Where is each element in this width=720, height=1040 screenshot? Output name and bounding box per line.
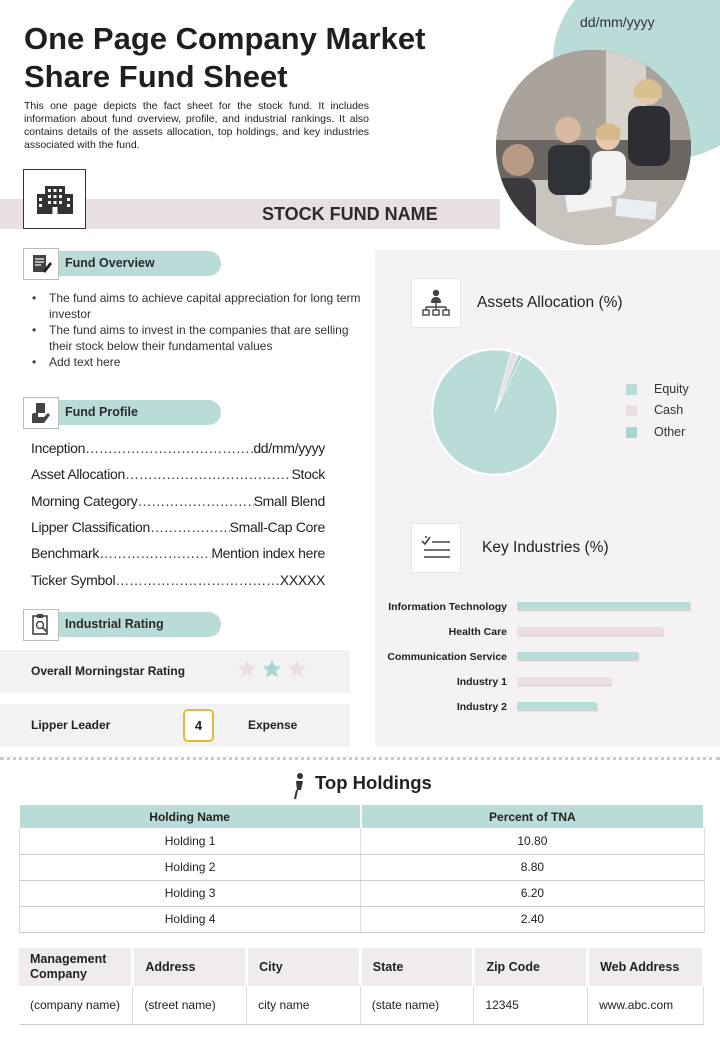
holding-name-cell: Holding 1: [20, 828, 361, 854]
holding-name-cell: Holding 4: [20, 906, 361, 932]
bar: [517, 602, 690, 610]
profile-row-benchmark: [31, 545, 325, 565]
column-header: Management Company: [19, 948, 133, 986]
profile-label: Asset Allocation: [31, 466, 126, 482]
profile-row-morning-category: [31, 493, 325, 513]
table-header-row: [19, 948, 704, 986]
building-icon: [36, 184, 74, 214]
holding-percent-cell: 2.40: [361, 906, 704, 932]
fund-overview-icon-box: [23, 248, 59, 280]
bar: [517, 652, 638, 660]
page-title-line-2: Share Fund Sheet: [24, 59, 288, 94]
holding-percent-cell: 8.80: [361, 854, 704, 880]
star-rating: [236, 658, 308, 686]
table-header-row: [20, 805, 705, 828]
legend-item-equity: [626, 381, 689, 397]
table-row: [20, 854, 705, 880]
fund-profile-header: Fund Profile: [59, 400, 221, 425]
column-header: State: [360, 948, 474, 986]
legend-swatch: [626, 384, 637, 395]
legend-label: Cash: [654, 403, 684, 417]
holding-name-cell: Holding 3: [20, 880, 361, 906]
column-header: Holding Name: [20, 805, 361, 828]
column-header: Address: [133, 948, 247, 986]
profile-label: Morning Category: [31, 493, 138, 509]
table-row: [20, 880, 705, 906]
web-address-cell: www.abc.com: [588, 986, 704, 1024]
profile-label: Lipper Classification: [31, 519, 150, 535]
bar-label: Health Care: [448, 626, 507, 638]
fund-profile-icon-box: [23, 397, 59, 429]
assets-icon-box: [411, 278, 461, 328]
page-title: [24, 20, 494, 96]
address-cell: (street name): [133, 986, 247, 1024]
column-header: Percent of TNA: [361, 805, 704, 828]
key-industries-title: Key Industries (%): [482, 539, 609, 556]
assets-pie-chart: [430, 347, 560, 477]
person-pin-icon: [290, 772, 306, 800]
bar: [517, 627, 662, 635]
industrial-rating-icon-box: [23, 609, 59, 641]
intro-text: This one page depicts the fact sheet for the stock fund. It includes information about fund overview, profile, and industrial rankings. It also contains details of the assets allocation, top holdings, and key industries associated with the fund.: [24, 100, 369, 151]
profile-value: Small-Cap Core: [229, 519, 325, 535]
morningstar-rating-label: Overall Morningstar Rating: [31, 664, 186, 678]
profile-row-lipper-classification: [31, 519, 325, 539]
expense-label: Expense: [248, 718, 298, 732]
profile-value: Stock: [291, 466, 325, 482]
table-row: [19, 986, 704, 1024]
column-header: Web Address: [588, 948, 704, 986]
holding-percent-cell: 6.20: [361, 880, 704, 906]
legend-item-other: [626, 424, 685, 440]
star-icon: [261, 658, 283, 680]
org-chart-icon: [421, 288, 451, 318]
profile-label: Benchmark: [31, 545, 100, 561]
industries-icon-box: [411, 523, 461, 573]
lipper-leader-label: Lipper Leader: [31, 718, 111, 732]
bar-label: Industry 2: [456, 701, 507, 713]
section-divider: [0, 757, 720, 760]
profile-value: Small Blend: [253, 493, 325, 509]
list-item: • Add text here: [32, 354, 367, 370]
hand-card-icon: [30, 401, 52, 425]
legend-swatch: [626, 427, 637, 438]
profile-label: Ticker Symbol: [31, 572, 116, 588]
checklist-icon: [420, 533, 452, 563]
city-cell: city name: [247, 986, 361, 1024]
lipper-leader-value: 4: [183, 709, 214, 742]
document-pen-icon: [30, 253, 52, 275]
state-cell: (state name): [360, 986, 474, 1024]
bar: [517, 702, 597, 710]
legend-swatch: [626, 405, 637, 416]
list-item: • The fund aims to invest in the companies that are selling their stock below their fundamental values: [32, 322, 367, 354]
company-info-table: [19, 948, 705, 1025]
bar-label: Industry 1: [456, 676, 507, 688]
zip-cell: 12345: [474, 986, 588, 1024]
fund-overview-list: [32, 290, 367, 370]
clipboard-check-icon: [30, 613, 52, 637]
star-icon: [286, 658, 308, 680]
legend-label: Other: [654, 425, 686, 439]
profile-row-ticker-symbol: [31, 572, 325, 592]
bar: [517, 677, 610, 685]
top-holdings-title: Top Holdings: [315, 772, 432, 793]
page-title-line-1: One Page Company Market: [24, 21, 426, 56]
building-icon-box: [23, 169, 86, 229]
profile-value: dd/mm/yyyy: [253, 440, 325, 456]
table-row: [20, 906, 705, 932]
list-item: • The fund aims to achieve capital appreciation for long term investor: [32, 290, 367, 322]
company-name-cell: (company name): [19, 986, 133, 1024]
holding-percent-cell: 10.80: [361, 828, 704, 854]
holdings-icon-box: [290, 772, 306, 805]
profile-row-inception: [31, 440, 325, 460]
holding-name-cell: Holding 2: [20, 854, 361, 880]
profile-label: Inception: [31, 440, 86, 456]
fund-name: STOCK FUND NAME: [262, 204, 438, 224]
assets-allocation-title: Assets Allocation (%): [477, 294, 623, 311]
key-industries-bar-chart: [375, 590, 720, 720]
legend-label: Equity: [654, 382, 689, 396]
team-photo: [496, 50, 691, 245]
industrial-rating-header: Industrial Rating: [59, 612, 221, 637]
bar-label: Information Technology: [388, 601, 507, 613]
column-header: City: [247, 948, 361, 986]
holdings-table: [19, 805, 705, 933]
profile-value: XXXXX: [279, 572, 325, 588]
profile-row-asset-allocation: [31, 466, 325, 486]
profile-value: Mention index here: [211, 545, 325, 561]
header-date: dd/mm/yyyy: [580, 14, 655, 30]
fund-overview-header: Fund Overview: [59, 251, 221, 276]
pie-svg: [430, 347, 560, 477]
star-icon: [236, 658, 258, 680]
bar-label: Communication Service: [387, 651, 507, 663]
legend-item-cash: [626, 402, 683, 418]
column-header: Zip Code: [474, 948, 588, 986]
table-row: [20, 828, 705, 854]
